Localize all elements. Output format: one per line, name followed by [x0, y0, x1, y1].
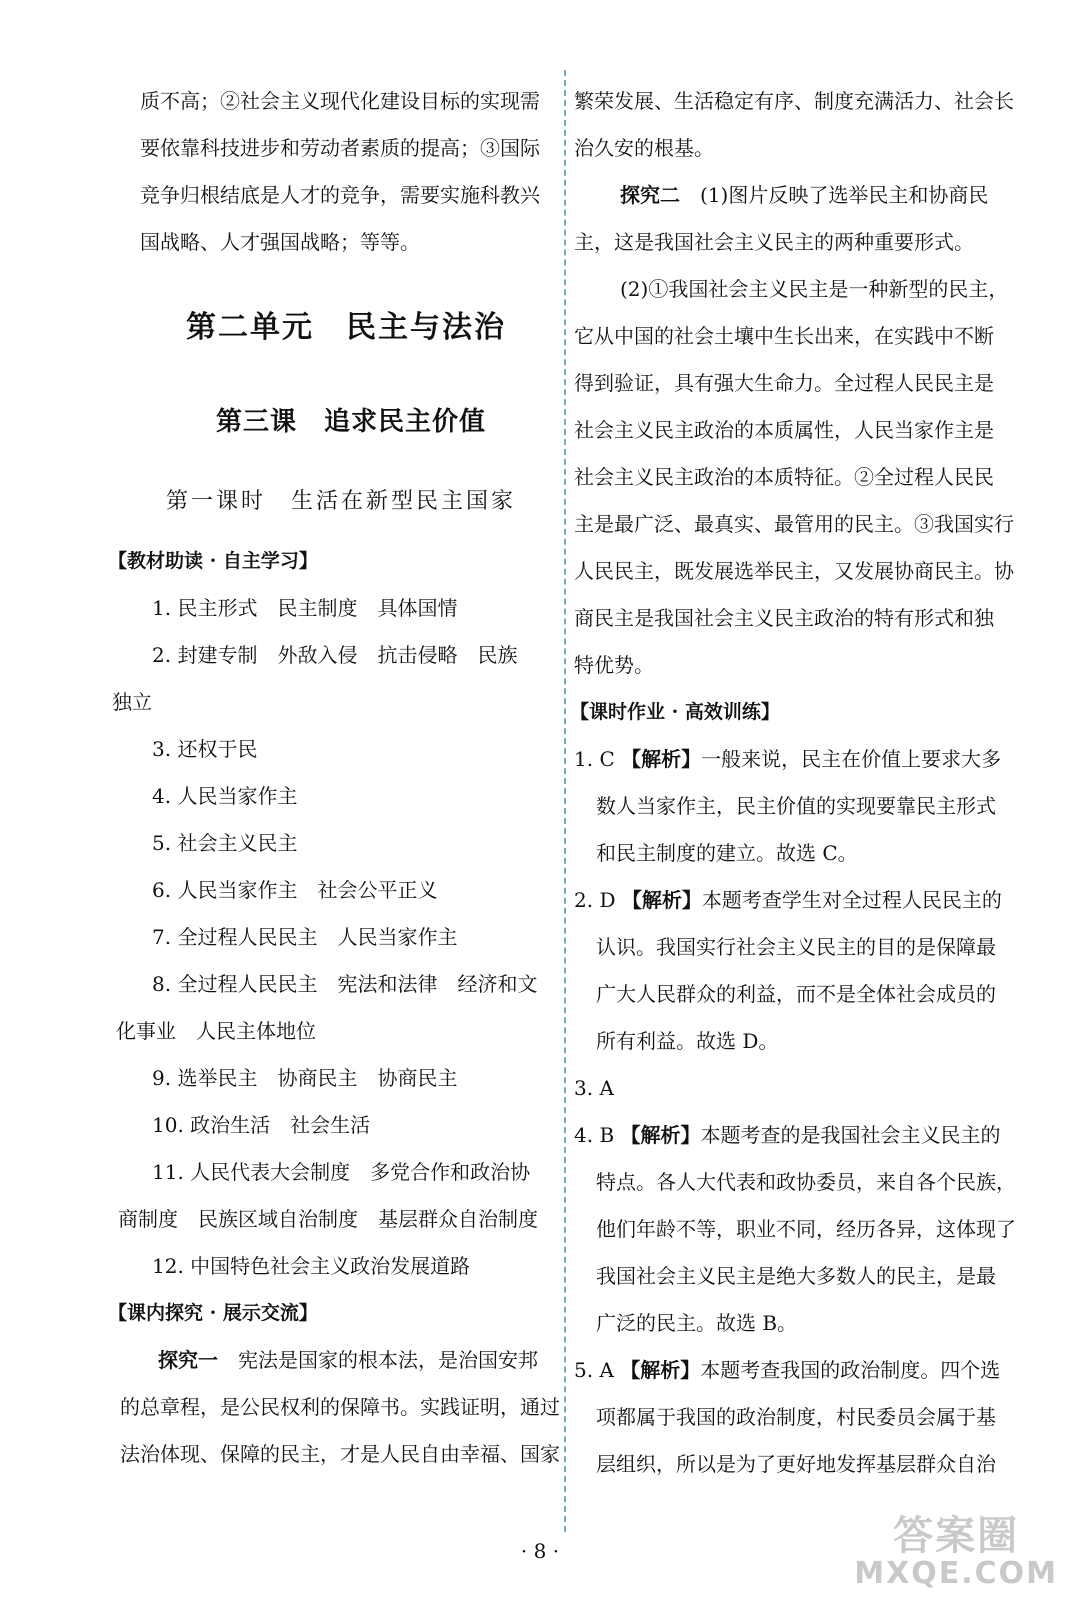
explore-one — [112, 1337, 560, 1478]
list-item: 12. 中国特色社会主义政治发展道路 — [152, 1254, 471, 1278]
list-item: 7. 全过程人民民主 人民当家作主 — [152, 925, 458, 949]
explore-one-line: 法治体现、保障的民主，才是人民自由幸福、国家 — [120, 1442, 560, 1466]
list-item: 8. 全过程人民民主 宪法和法律 经济和文 — [152, 972, 538, 996]
answer-line: 特点。各人大代表和政协委员，来自各个民族， — [596, 1170, 1016, 1194]
explore-two-line: 社会主义民主政治的本质特征。②全过程人民民 — [574, 465, 994, 489]
homework-answers — [574, 736, 1034, 1488]
answer-line: 所有利益。故选 D。 — [596, 1029, 779, 1053]
explore-two-line: 主是最广泛、最真实、最管用的民主。③我国实行 — [574, 512, 1014, 536]
unit-title: 第二单元 民主与法治 — [186, 310, 506, 345]
lesson-title: 第三课 追求民主价值 — [215, 407, 486, 437]
explore-one-text: 宪法是国家的根本法，是治国安邦 — [218, 1348, 538, 1372]
section-heading-homework: 【课时作业 · 高效训练】 — [570, 701, 780, 723]
section-heading-inquiry: 【课内探究 · 展示交流】 — [108, 1302, 318, 1324]
answer-line: 认识。我国实行社会主义民主的目的是保障最 — [596, 935, 996, 959]
list-item: 3. 还权于民 — [152, 737, 258, 761]
list-item: 9. 选举民主 协商民主 协商民主 — [152, 1066, 458, 1090]
answer-number: 4. B — [574, 1123, 615, 1147]
answer-line: 广大人民群众的利益，而不是全体社会成员的 — [596, 982, 996, 1006]
analysis-tag: 【解析】 — [621, 747, 702, 771]
answer-line: 和民主制度的建立。故选 C。 — [596, 841, 858, 865]
answer-text: 本题考查我国的政治制度。四个选 — [700, 1358, 1001, 1382]
list-item-wrap: 化事业 人民主体地位 — [116, 1019, 316, 1043]
list-item: 2. 封建专制 外敌入侵 抗击侵略 民族 — [152, 643, 518, 667]
analysis-tag: 【解析】 — [620, 1358, 701, 1382]
watermark-top: 答案圈 — [893, 1513, 1020, 1559]
answer-number: 5. A — [574, 1358, 614, 1382]
list-item: 5. 社会主义民主 — [152, 831, 298, 855]
left-column — [108, 78, 560, 1478]
answer-list — [112, 585, 560, 1290]
analysis-tag: 【解析】 — [620, 1123, 701, 1147]
explore-one-label: 探究一 — [158, 1348, 218, 1372]
page-number: · 8 · — [520, 1539, 560, 1563]
explore-two-label: 探究二 — [620, 183, 680, 207]
right-column — [570, 78, 1034, 1488]
intro-line: 国战略、人才强国战略；等等。 — [140, 230, 420, 254]
answer-line: 广泛的民主。故选 B。 — [596, 1311, 798, 1335]
list-item: 1. 民主形式 民主制度 具体国情 — [152, 596, 458, 620]
period-title: 第一课时 生活在新型民主国家 — [165, 489, 516, 514]
answer-text: 本题考查学生对全过程人民民主的 — [701, 888, 1002, 912]
explore-two-line: 人民民主，既发展选举民主，又发展协商民主。协 — [574, 559, 1014, 583]
list-item-wrap: 独立 — [112, 690, 152, 714]
answer-line: 我国社会主义民主是绝大多数人的民主，是最 — [596, 1264, 996, 1288]
explore-two-line: 特优势。 — [574, 653, 654, 677]
answer-number: 3. A — [574, 1076, 614, 1100]
answer-line: 项都属于我国的政治制度，村民委员会属于基 — [596, 1405, 996, 1429]
list-item: 4. 人民当家作主 — [152, 784, 298, 808]
list-item-wrap: 商制度 民族区域自治制度 基层群众自治制度 — [118, 1207, 538, 1231]
watermark-bottom: MXQE.COM — [854, 1556, 1058, 1591]
answer-number: 2. D — [574, 888, 616, 912]
intro-line: 要依靠科技进步和劳动者素质的提高；③国际 — [140, 136, 540, 160]
intro-line: 质不高；②社会主义现代化建设目标的实现需 — [140, 89, 540, 113]
intro-paragraph — [112, 78, 560, 266]
answer-line: 层组织，所以是为了更好地发挥基层群众自治 — [596, 1452, 996, 1476]
column-divider — [564, 70, 566, 1532]
explore-two-line: 主，这是我国社会主义民主的两种重要形式。 — [574, 230, 974, 254]
list-item: 6. 人民当家作主 社会公平正义 — [152, 878, 438, 902]
explore-two-line: 它从中国的社会土壤中生长出来，在实践中不断 — [574, 324, 994, 348]
explore-two — [574, 172, 1034, 689]
explore-two-text: (1)图片反映了选举民主和协商民 — [680, 183, 989, 207]
continued-line: 繁荣发展、生活稳定有序、制度充满活力、社会长 — [574, 89, 1014, 113]
answer-line: 数人当家作主，民主价值的实现要靠民主形式 — [596, 794, 996, 818]
explore-two-line: 社会主义民主政治的本质属性，人民当家作主是 — [574, 418, 994, 442]
explore-one-continued — [574, 78, 1034, 172]
answer-number: 1. C — [574, 747, 615, 771]
intro-line: 竞争归根结底是人才的竞争，需要实施科教兴 — [140, 183, 540, 207]
answer-text: 一般来说，民主在价值上要求大多 — [701, 747, 1002, 771]
answer-line: 他们年龄不等，职业不同，经历各异，这体现了 — [596, 1217, 1016, 1241]
continued-line: 治久安的根基。 — [574, 136, 714, 160]
explore-two-line: (2)①我国社会主义民主是一种新型的民主， — [620, 277, 1009, 301]
answer-text: 本题考查的是我国社会主义民主的 — [700, 1123, 1001, 1147]
list-item: 10. 政治生活 社会生活 — [152, 1113, 371, 1137]
explore-one-line: 的总章程，是公民权利的保障书。实践证明，通过 — [120, 1395, 560, 1419]
list-item: 11. 人民代表大会制度 多党合作和政治协 — [152, 1160, 531, 1184]
watermark-logo — [854, 1514, 1058, 1590]
analysis-tag: 【解析】 — [621, 888, 702, 912]
section-heading-textbook: 【教材助读 · 自主学习】 — [108, 550, 318, 572]
explore-two-line: 商民主是我国社会主义民主政治的特有形式和独 — [574, 606, 994, 630]
explore-two-line: 得到验证，具有强大生命力。全过程人民民主是 — [574, 371, 994, 395]
